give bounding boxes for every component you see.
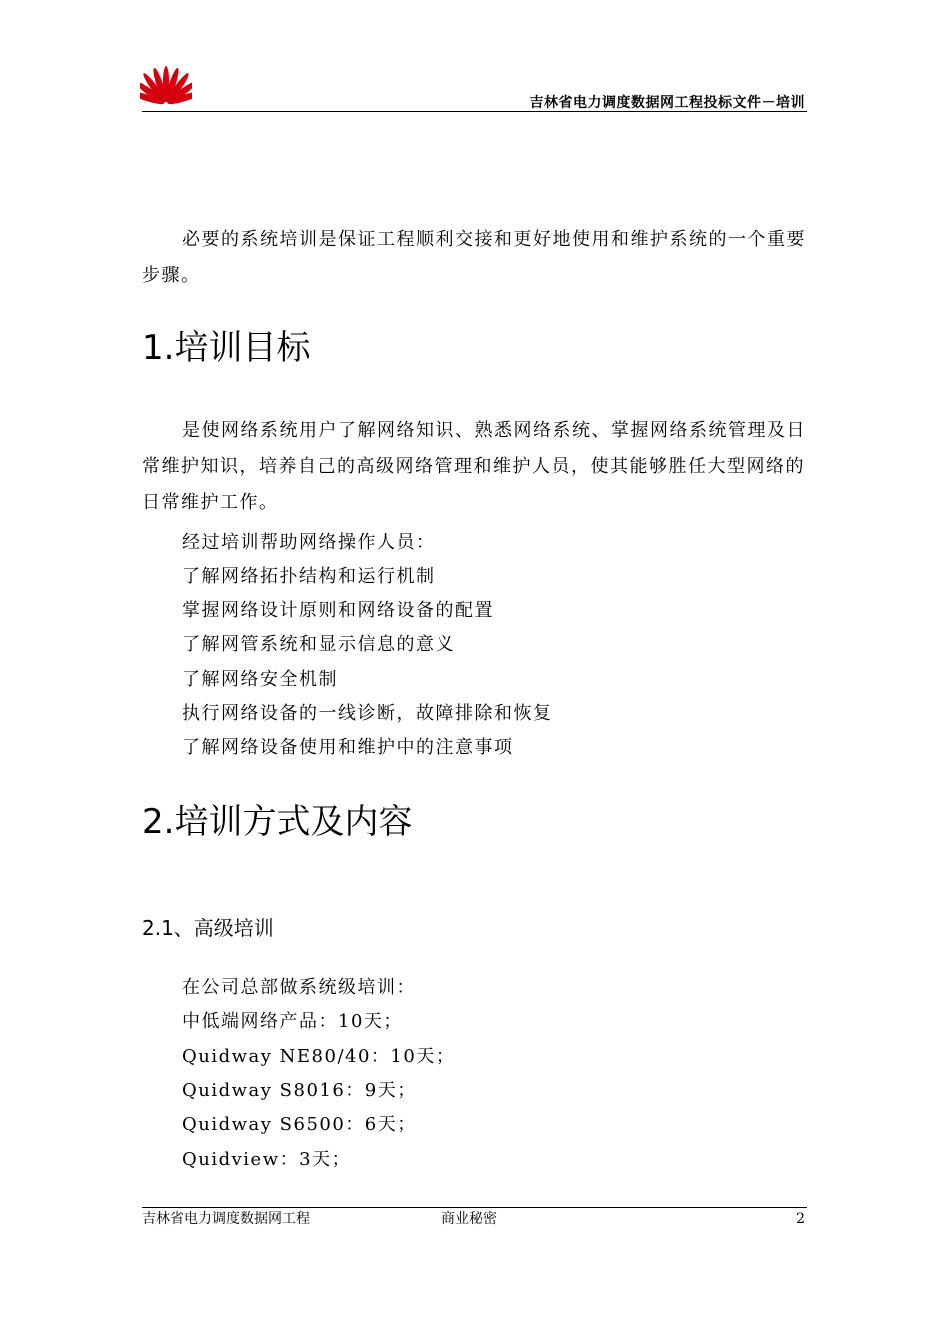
footer-divider: [142, 1207, 807, 1208]
list-item: Quidview：3天；: [182, 1149, 352, 1170]
list-item: Quidway S6500：6天；: [182, 1114, 417, 1135]
section-heading-2: 2.培训方式及内容: [142, 802, 413, 842]
footer-project-name: 吉林省电力调度数据网工程: [142, 1211, 310, 1227]
list-item: 了解网络安全机制: [182, 669, 338, 690]
list-item: 了解网管系统和显示信息的意义: [182, 634, 455, 655]
intro-paragraph: 必要的系统培训是保证工程顺利交接和更好地使用和维护系统的一个重要步骤。: [142, 229, 806, 286]
header-title: 吉林省电力调度数据网工程投标文件－培训: [529, 95, 805, 111]
list-item: 中低端网络产品：10天；: [182, 1011, 403, 1032]
footer-confidential-label: 商业秘密: [441, 1211, 497, 1227]
section1-paragraph: 是使网络系统用户了解网络知识、熟悉网络系统、掌握网络系统管理及日常维护知识，培养自己的高级网络管理和维护人员，使其能够胜任大型网络的日常维护工作。: [142, 420, 806, 513]
subsection-lead: 在公司总部做系统级培训：: [182, 977, 416, 998]
list-item: 了解网络设备使用和维护中的注意事项: [182, 737, 514, 758]
list-item: 执行网络设备的一线诊断，故障排除和恢复: [182, 703, 553, 724]
header-divider: [142, 111, 807, 112]
list-item: 了解网络拓扑结构和运行机制: [182, 566, 436, 587]
section1-lead: 经过培训帮助网络操作人员：: [182, 532, 436, 553]
list-item: 掌握网络设计原则和网络设备的配置: [182, 600, 494, 621]
page-number: 2: [796, 1211, 805, 1227]
list-item: Quidway S8016：9天；: [182, 1080, 417, 1101]
section-heading-1: 1.培训目标: [142, 328, 311, 368]
huawei-logo: [140, 62, 192, 106]
list-item: Quidway NE80/40：10天；: [182, 1046, 456, 1067]
subsection-heading-2-1: 2.1、高级培训: [142, 916, 274, 940]
